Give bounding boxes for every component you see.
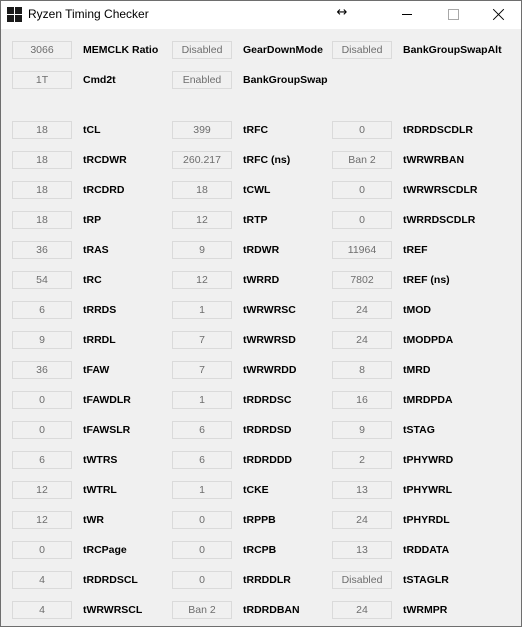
tstaglr-value-field[interactable]: Disabled bbox=[332, 571, 392, 589]
timing-bankgroupswapalt bbox=[332, 41, 502, 59]
app-icon bbox=[7, 7, 22, 22]
trtp-value-field[interactable]: 12 bbox=[172, 211, 232, 229]
trdrdsd-value-field[interactable]: 6 bbox=[172, 421, 232, 439]
timing-trdrdsc bbox=[172, 391, 322, 409]
bankgroupswapalt-value-field[interactable]: Disabled bbox=[332, 41, 392, 59]
twtrl-label: tWTRL bbox=[83, 484, 117, 496]
tcke-value-field[interactable]: 1 bbox=[172, 481, 232, 499]
twrrd-value-field[interactable]: 12 bbox=[172, 271, 232, 289]
trppb-label: tRPPB bbox=[243, 514, 276, 526]
minimize-button[interactable] bbox=[384, 1, 430, 29]
resize-arrows-icon[interactable]: ↔ bbox=[336, 5, 348, 20]
tfawdlr-label: tFAWDLR bbox=[83, 394, 131, 406]
trcpb-value-field[interactable]: 0 bbox=[172, 541, 232, 559]
timing-tmrdpda bbox=[332, 391, 482, 409]
tmodpda-value-field[interactable]: 24 bbox=[332, 331, 392, 349]
twrwrdd-value-field[interactable]: 7 bbox=[172, 361, 232, 379]
trdrddd-label: tRDRDDD bbox=[243, 454, 292, 466]
twrwrscl-value-field[interactable]: 4 bbox=[12, 601, 72, 619]
maximize-icon bbox=[448, 9, 459, 20]
window-title: Ryzen Timing Checker bbox=[28, 7, 149, 21]
tmrdpda-label: tMRDPDA bbox=[403, 394, 453, 406]
trcdrd-label: tRCDRD bbox=[83, 184, 125, 196]
bankgroupswap-label: BankGroupSwap bbox=[243, 74, 328, 86]
twr-label: tWR bbox=[83, 514, 104, 526]
trdrdscl-value-field[interactable]: 4 bbox=[12, 571, 72, 589]
trcdwr-value-field[interactable]: 18 bbox=[12, 151, 72, 169]
trfc-value-field[interactable]: 399 bbox=[172, 121, 232, 139]
twrwrsc-value-field[interactable]: 1 bbox=[172, 301, 232, 319]
timing-trc bbox=[12, 271, 162, 289]
timing-trcdrd bbox=[12, 181, 162, 199]
timing-cmd2t bbox=[12, 71, 162, 89]
tstag-value-field[interactable]: 9 bbox=[332, 421, 392, 439]
tref-ns-label: tREF (ns) bbox=[403, 274, 450, 286]
twrwrsd-label: tWRWRSD bbox=[243, 334, 296, 346]
twrwrban-label: tWRWRBAN bbox=[403, 154, 465, 166]
timing-tcke bbox=[172, 481, 322, 499]
tcwl-value-field[interactable]: 18 bbox=[172, 181, 232, 199]
timing-tmrd bbox=[332, 361, 482, 379]
timing-trcpb bbox=[172, 541, 322, 559]
trcpage-value-field[interactable]: 0 bbox=[12, 541, 72, 559]
twr-value-field[interactable]: 12 bbox=[12, 511, 72, 529]
timing-twrwrscdlr bbox=[332, 181, 482, 199]
trrddlr-label: tRRDDLR bbox=[243, 574, 291, 586]
timing-tref-ns bbox=[332, 271, 482, 289]
twrwrscl-label: tWRWRSCL bbox=[83, 604, 143, 616]
timing-trcpage bbox=[12, 541, 162, 559]
geardownmode-label: GearDownMode bbox=[243, 44, 323, 56]
trdrdsc-label: tRDRDSC bbox=[243, 394, 292, 406]
timing-trrds bbox=[12, 301, 162, 319]
memclk-ratio-value-field[interactable]: 3066 bbox=[12, 41, 72, 59]
timing-twrwrscl bbox=[12, 601, 162, 619]
timing-tphywrl bbox=[332, 481, 482, 499]
memclk-ratio-label: MEMCLK Ratio bbox=[83, 44, 159, 56]
trdrdscdlr-value-field[interactable]: 0 bbox=[332, 121, 392, 139]
tfawslr-value-field[interactable]: 0 bbox=[12, 421, 72, 439]
tphywrl-value-field[interactable]: 13 bbox=[332, 481, 392, 499]
twtrl-value-field[interactable]: 12 bbox=[12, 481, 72, 499]
cmd2t-label: Cmd2t bbox=[83, 74, 116, 86]
timing-trcdwr bbox=[12, 151, 162, 169]
timing-twrmpr bbox=[332, 601, 482, 619]
timing-trdwr bbox=[172, 241, 322, 259]
trppb-value-field[interactable]: 0 bbox=[172, 511, 232, 529]
timing-tfawdlr bbox=[12, 391, 162, 409]
tphywrd-value-field[interactable]: 2 bbox=[332, 451, 392, 469]
timing-trrdl bbox=[12, 331, 162, 349]
trdrdsc-value-field[interactable]: 1 bbox=[172, 391, 232, 409]
timing-trppb bbox=[172, 511, 322, 529]
tcke-label: tCKE bbox=[243, 484, 269, 496]
tref-value-field[interactable]: 11964 bbox=[332, 241, 392, 259]
title-bar[interactable] bbox=[1, 1, 521, 29]
tmrdpda-value-field[interactable]: 16 bbox=[332, 391, 392, 409]
trdrdscl-label: tRDRDSCL bbox=[83, 574, 138, 586]
tphywrl-label: tPHYWRL bbox=[403, 484, 452, 496]
tras-label: tRAS bbox=[83, 244, 109, 256]
timing-twrwrsc bbox=[172, 301, 322, 319]
trp-label: tRP bbox=[83, 214, 102, 226]
twrwrscdlr-value-field[interactable]: 0 bbox=[332, 181, 392, 199]
timing-tmodpda bbox=[332, 331, 482, 349]
timing-twrrdscdlr bbox=[332, 211, 482, 229]
timings-panel bbox=[1, 29, 521, 626]
trdwr-label: tRDWR bbox=[243, 244, 280, 256]
timing-tref bbox=[332, 241, 482, 259]
trdwr-value-field[interactable]: 9 bbox=[172, 241, 232, 259]
timing-trddata bbox=[332, 541, 482, 559]
timing-tfaw bbox=[12, 361, 162, 379]
geardownmode-value-field[interactable]: Disabled bbox=[172, 41, 232, 59]
trfc-ns-value-field[interactable]: 260.217 bbox=[172, 151, 232, 169]
timing-tfawslr bbox=[12, 421, 162, 439]
trc-label: tRC bbox=[83, 274, 102, 286]
close-icon bbox=[493, 8, 505, 20]
tfawdlr-value-field[interactable]: 0 bbox=[12, 391, 72, 409]
tref-label: tREF bbox=[403, 244, 428, 256]
timing-bankgroupswap bbox=[172, 71, 328, 89]
timing-memclk-ratio bbox=[12, 41, 162, 59]
twrrd-label: tWRRD bbox=[243, 274, 280, 286]
trdrddd-value-field[interactable]: 6 bbox=[172, 451, 232, 469]
trrdl-label: tRRDL bbox=[83, 334, 116, 346]
close-button[interactable] bbox=[476, 1, 522, 29]
timing-tcl bbox=[12, 121, 162, 139]
twrmpr-label: tWRMPR bbox=[403, 604, 448, 616]
timing-trfc-ns bbox=[172, 151, 322, 169]
trddata-label: tRDDATA bbox=[403, 544, 450, 556]
twrmpr-value-field[interactable]: 24 bbox=[332, 601, 392, 619]
timing-tras bbox=[12, 241, 162, 259]
twrrdscdlr-label: tWRRDSCDLR bbox=[403, 214, 476, 226]
twrwrscdlr-label: tWRWRSCDLR bbox=[403, 184, 478, 196]
trcpage-label: tRCPage bbox=[83, 544, 127, 556]
twrwrdd-label: tWRWRDD bbox=[243, 364, 297, 376]
tstag-label: tSTAG bbox=[403, 424, 435, 436]
trdrdban-label: tRDRDBAN bbox=[243, 604, 300, 616]
tstaglr-label: tSTAGLR bbox=[403, 574, 449, 586]
timing-trtp bbox=[172, 211, 322, 229]
timing-trrddlr bbox=[172, 571, 322, 589]
trrddlr-value-field[interactable]: 0 bbox=[172, 571, 232, 589]
timing-tstaglr bbox=[332, 571, 482, 589]
trp-value-field[interactable]: 18 bbox=[12, 211, 72, 229]
twrwrban-value-field[interactable]: Ban 2 bbox=[332, 151, 392, 169]
tmod-value-field[interactable]: 24 bbox=[332, 301, 392, 319]
trcdwr-label: tRCDWR bbox=[83, 154, 127, 166]
trdrdscdlr-label: tRDRDSCDLR bbox=[403, 124, 473, 136]
minimize-icon bbox=[402, 14, 412, 15]
tref-ns-value-field[interactable]: 7802 bbox=[332, 271, 392, 289]
twrwrsd-value-field[interactable]: 7 bbox=[172, 331, 232, 349]
trrds-value-field[interactable]: 6 bbox=[12, 301, 72, 319]
tcwl-label: tCWL bbox=[243, 184, 271, 196]
tmodpda-label: tMODPDA bbox=[403, 334, 454, 346]
tras-value-field[interactable]: 36 bbox=[12, 241, 72, 259]
tmrd-label: tMRD bbox=[403, 364, 431, 376]
timing-geardownmode bbox=[172, 41, 322, 59]
trddata-value-field[interactable]: 13 bbox=[332, 541, 392, 559]
tfaw-value-field[interactable]: 36 bbox=[12, 361, 72, 379]
bankgroupswap-value-field[interactable]: Enabled bbox=[172, 71, 232, 89]
tphywrd-label: tPHYWRD bbox=[403, 454, 454, 466]
twrwrsc-label: tWRWRSC bbox=[243, 304, 296, 316]
tphyrdl-label: tPHYRDL bbox=[403, 514, 450, 526]
timing-tphyrdl bbox=[332, 511, 482, 529]
twtrs-label: tWTRS bbox=[83, 454, 118, 466]
timing-twrwrdd bbox=[172, 361, 322, 379]
tphyrdl-value-field[interactable]: 24 bbox=[332, 511, 392, 529]
tfaw-label: tFAW bbox=[83, 364, 110, 376]
timing-trfc bbox=[172, 121, 322, 139]
tfawslr-label: tFAWSLR bbox=[83, 424, 131, 436]
timing-trdrdsd bbox=[172, 421, 322, 439]
timing-trdrdscdlr bbox=[332, 121, 482, 139]
maximize-button[interactable] bbox=[430, 1, 476, 29]
timing-twtrs bbox=[12, 451, 162, 469]
timing-twrwrsd bbox=[172, 331, 322, 349]
bankgroupswapalt-label: BankGroupSwapAlt bbox=[403, 44, 502, 56]
trc-value-field[interactable]: 54 bbox=[12, 271, 72, 289]
timing-twrwrban bbox=[332, 151, 482, 169]
timing-twtrl bbox=[12, 481, 162, 499]
twrrdscdlr-value-field[interactable]: 0 bbox=[332, 211, 392, 229]
twtrs-value-field[interactable]: 6 bbox=[12, 451, 72, 469]
timing-tmod bbox=[332, 301, 482, 319]
timing-tcwl bbox=[172, 181, 322, 199]
tcl-value-field[interactable]: 18 bbox=[12, 121, 72, 139]
timing-trdrdban bbox=[172, 601, 322, 619]
timing-twrrd bbox=[172, 271, 322, 289]
tmod-label: tMOD bbox=[403, 304, 431, 316]
cmd2t-value-field[interactable]: 1T bbox=[12, 71, 72, 89]
trfc-ns-label: tRFC (ns) bbox=[243, 154, 291, 166]
trcpb-label: tRCPB bbox=[243, 544, 277, 556]
trdrdban-value-field[interactable]: Ban 2 bbox=[172, 601, 232, 619]
timing-twr bbox=[12, 511, 162, 529]
timing-trdrdscl bbox=[12, 571, 162, 589]
tcl-label: tCL bbox=[83, 124, 101, 136]
trrds-label: tRRDS bbox=[83, 304, 117, 316]
trdrdsd-label: tRDRDSD bbox=[243, 424, 292, 436]
trcdrd-value-field[interactable]: 18 bbox=[12, 181, 72, 199]
timing-tphywrd bbox=[332, 451, 482, 469]
timing-trdrddd bbox=[172, 451, 322, 469]
tmrd-value-field[interactable]: 8 bbox=[332, 361, 392, 379]
timing-tstag bbox=[332, 421, 482, 439]
trfc-label: tRFC bbox=[243, 124, 269, 136]
trtp-label: tRTP bbox=[243, 214, 268, 226]
trrdl-value-field[interactable]: 9 bbox=[12, 331, 72, 349]
timing-trp bbox=[12, 211, 162, 229]
